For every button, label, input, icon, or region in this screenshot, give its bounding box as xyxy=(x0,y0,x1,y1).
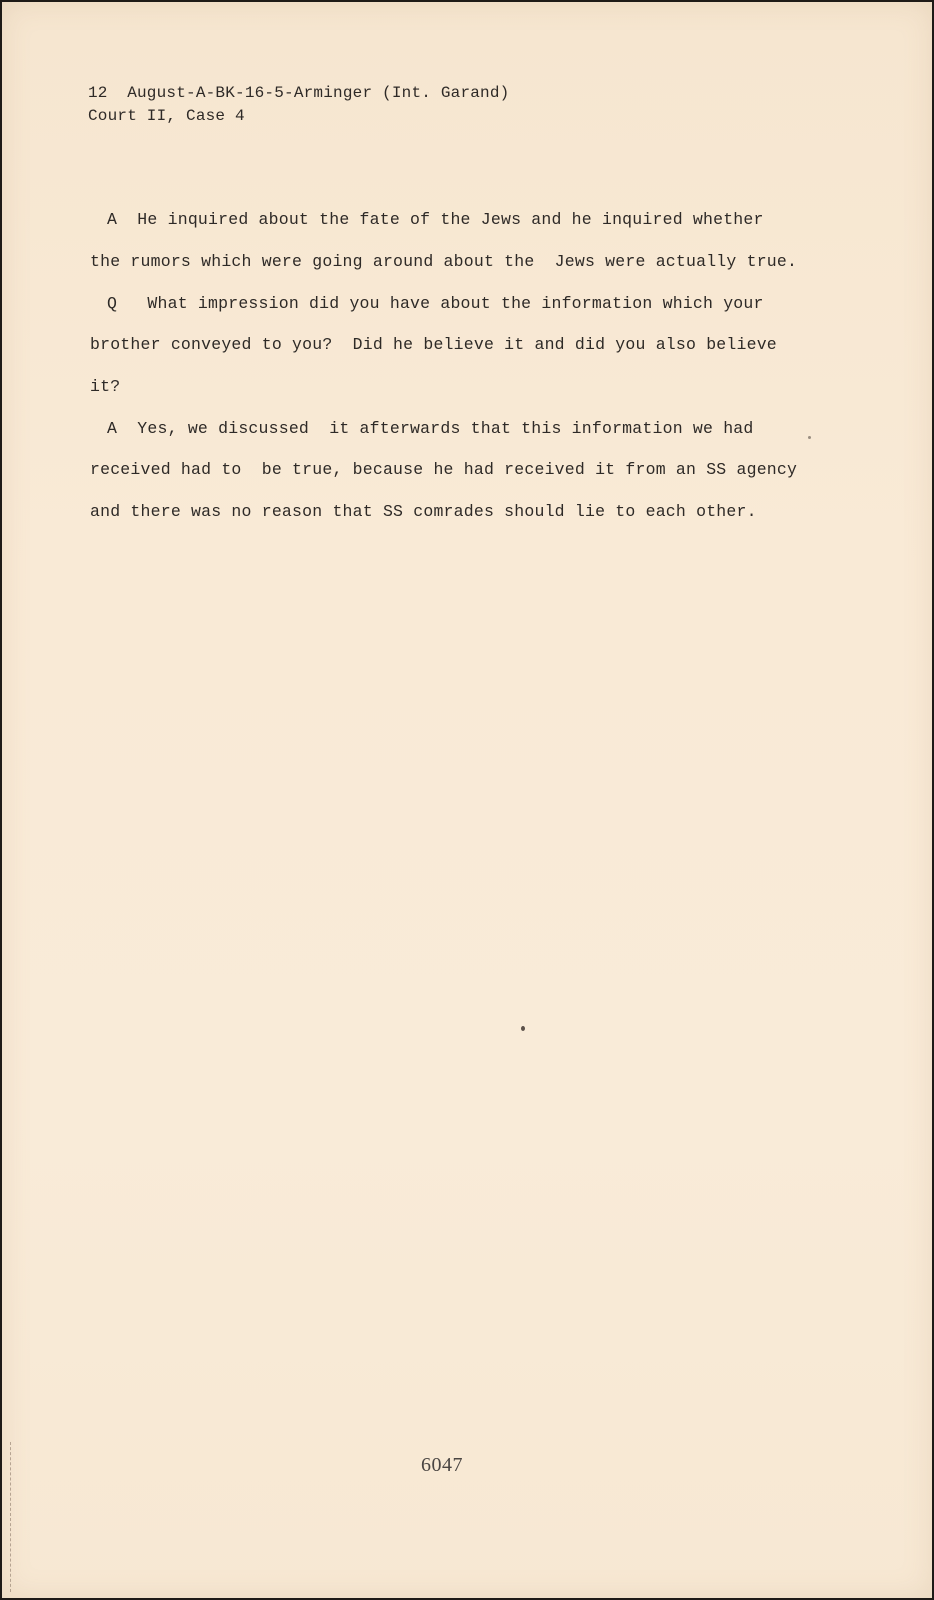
document-page xyxy=(2,2,932,1598)
transcript-line: brother conveyed to you? Did he believe it and did you also believe xyxy=(90,335,777,354)
paper-speck xyxy=(521,1026,525,1031)
paper-edge-mark xyxy=(10,1442,17,1592)
header-file-reference: 12 August-A-BK-16-5-Arminger (Int. Garand) xyxy=(88,84,510,102)
header-court-case: Court II, Case 4 xyxy=(88,107,245,125)
transcript-line: Q What impression did you have about the information which your xyxy=(107,294,764,313)
paper-speck xyxy=(808,436,811,439)
transcript-line: and there was no reason that SS comrades should lie to each other. xyxy=(90,502,757,521)
transcript-line: it? xyxy=(90,377,121,396)
page-number: 6047 xyxy=(421,1454,463,1476)
transcript-line: A He inquired about the fate of the Jews and he inquired whether xyxy=(107,210,764,229)
transcript-line: received had to be true, because he had received it from an SS agency xyxy=(90,460,798,479)
transcript-line: A Yes, we discussed it afterwards that this information we had xyxy=(107,419,754,438)
transcript-line: the rumors which were going around about the Jews were actually true. xyxy=(90,252,798,271)
